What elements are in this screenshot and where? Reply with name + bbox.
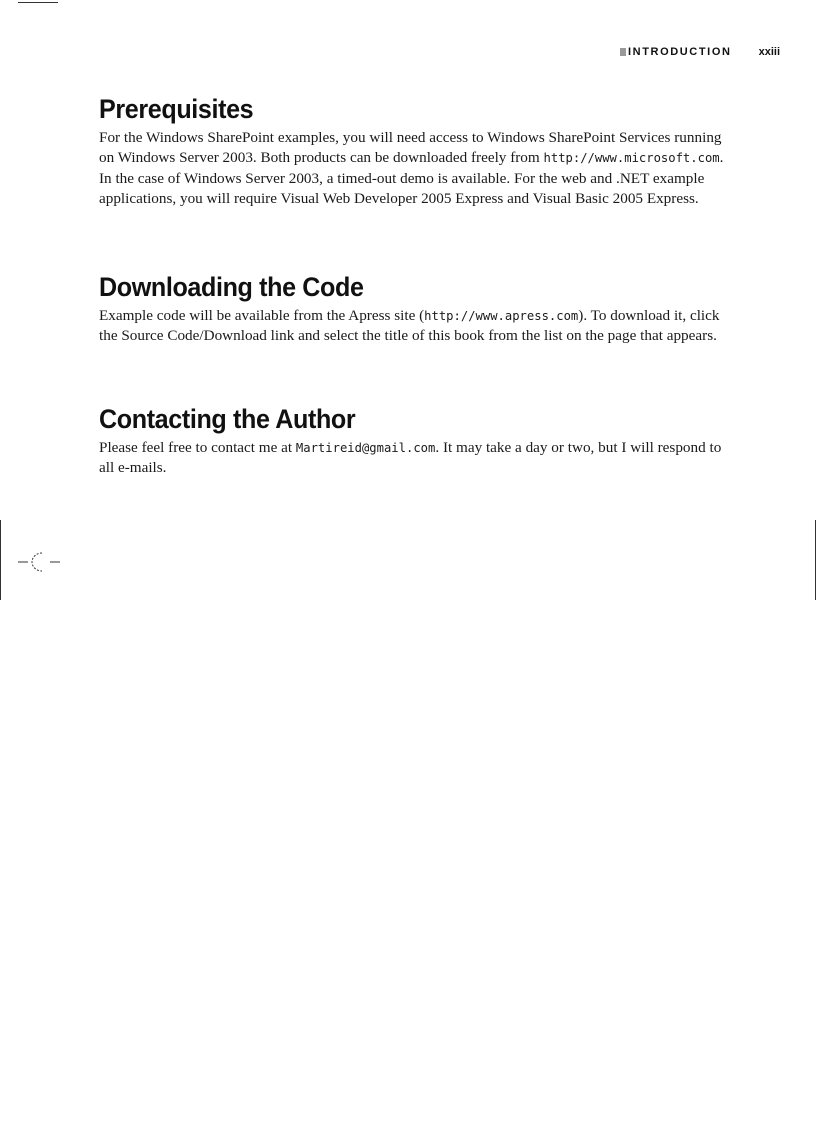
paragraph-text: . It may take a day or two, but I will respond to all e-mails. (99, 439, 722, 477)
section-contacting-author (99, 402, 724, 479)
paragraph-text: . In the case of Windows Server 2003, a timed-out demo is available. For the web and .NET example applications, you will require Visual Web Developer 2005 Express and Visual Basic 2005 Express. (99, 149, 724, 208)
crop-mark-top (18, 2, 58, 3)
section-paragraph (99, 306, 724, 347)
crop-mark-left (0, 520, 1, 600)
registration-mark-icon (18, 548, 62, 576)
section-heading: Prerequisites (99, 94, 254, 124)
section-paragraph (99, 128, 724, 210)
section-prerequisites (99, 92, 724, 270)
running-header (620, 44, 780, 60)
email-text: Martireid@gmail.com (295, 441, 436, 455)
section-heading: Downloading the Code (99, 272, 364, 302)
page-body (99, 92, 724, 479)
paragraph-text: For the Windows SharePoint examples, you will need access to Windows SharePoint Services running on Windows Server 2003. Both products can be downloaded freely from (99, 129, 722, 167)
header-square-icon (620, 48, 626, 56)
paragraph-text: ). To download it, click the Source Code/Download link and select the title of this book from the list on the page that appears. (99, 307, 720, 345)
url-text: http://www.microsoft.com (543, 151, 720, 166)
section-heading: Contacting the Author (99, 404, 356, 434)
paragraph-text: Please feel free to contact me at (99, 439, 296, 456)
paragraph-text: Example code will be available from the Apress site ( (99, 307, 425, 324)
header-section-title: INTRODUCTION (628, 46, 732, 58)
section-downloading-code (99, 270, 724, 402)
page-number: xxiii (758, 46, 780, 58)
section-paragraph (99, 438, 724, 479)
url-text: http://www.apress.com (424, 309, 579, 323)
